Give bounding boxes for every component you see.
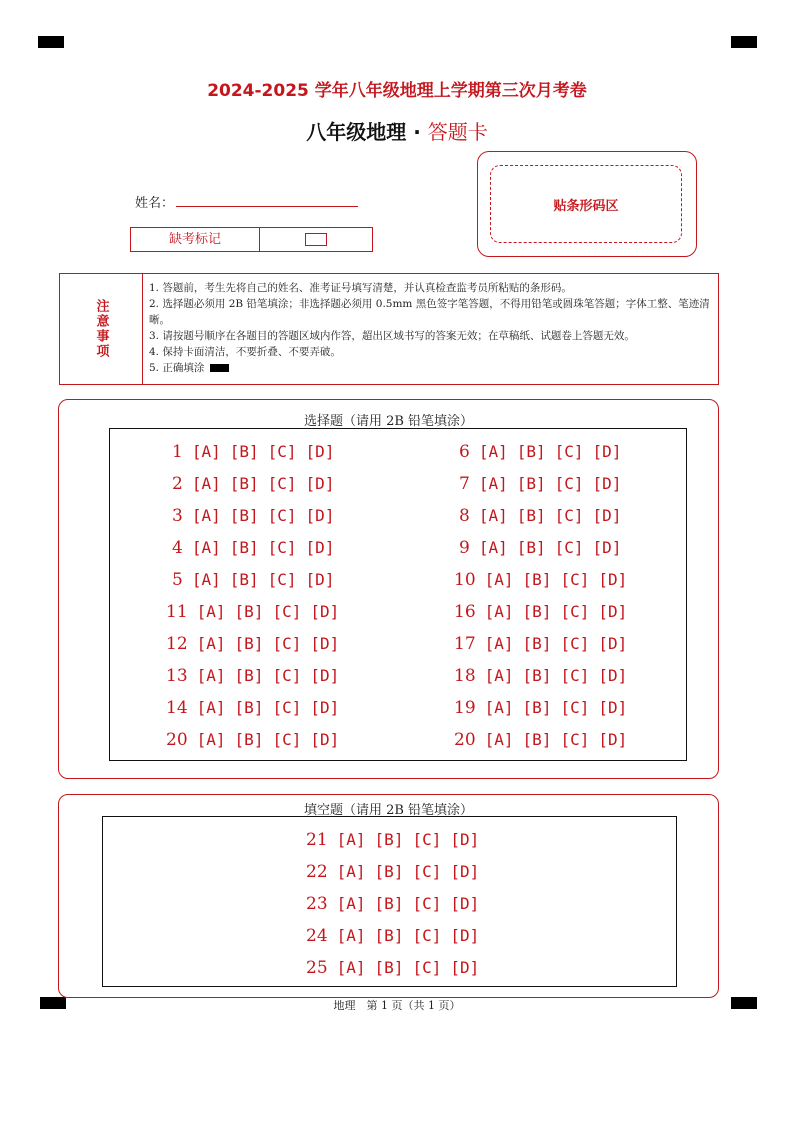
answer-bubble[interactable]: [C] xyxy=(554,442,584,461)
answer-bubble[interactable]: [C] xyxy=(560,698,590,717)
registration-mark-top-left xyxy=(38,36,64,48)
answer-bubble[interactable]: [C] xyxy=(554,506,584,525)
question-row xyxy=(172,442,334,462)
answer-bubble[interactable]: [B] xyxy=(516,442,546,461)
answer-bubble[interactable]: [C] xyxy=(267,538,297,557)
answer-bubble[interactable]: [A] xyxy=(484,602,514,621)
answer-bubble[interactable]: [D] xyxy=(305,570,335,589)
notice-side-label: 注意事项 xyxy=(93,299,109,359)
question-row xyxy=(166,602,339,622)
answer-bubble[interactable]: [A] xyxy=(478,538,508,557)
answer-bubble[interactable]: [A] xyxy=(191,474,221,493)
answer-bubble[interactable]: [D] xyxy=(592,474,622,493)
answer-bubble[interactable]: [D] xyxy=(450,830,480,849)
question-row xyxy=(166,698,339,718)
answer-bubble[interactable]: [C] xyxy=(560,666,590,685)
answer-bubble[interactable]: [D] xyxy=(598,666,628,685)
answer-bubble[interactable]: [A] xyxy=(196,602,226,621)
answer-bubble[interactable]: [A] xyxy=(196,634,226,653)
answer-bubble[interactable]: [C] xyxy=(267,474,297,493)
question-number: 3 xyxy=(172,506,183,526)
answer-bubble[interactable]: [D] xyxy=(450,862,480,881)
answer-bubble[interactable]: [B] xyxy=(374,894,404,913)
question-row xyxy=(172,474,334,494)
answer-bubble[interactable]: [B] xyxy=(374,926,404,945)
answer-bubble[interactable]: [A] xyxy=(191,538,221,557)
answer-bubble[interactable]: [A] xyxy=(191,506,221,525)
answer-bubble[interactable]: [B] xyxy=(229,538,259,557)
answer-bubble[interactable]: [D] xyxy=(592,506,622,525)
answer-bubble[interactable]: [D] xyxy=(450,894,480,913)
question-row xyxy=(454,570,627,590)
answer-bubble[interactable]: [B] xyxy=(516,506,546,525)
answer-bubble[interactable]: [B] xyxy=(234,698,264,717)
answer-bubble[interactable]: [B] xyxy=(229,442,259,461)
question-row xyxy=(172,506,334,526)
answer-bubble[interactable]: [B] xyxy=(522,666,552,685)
answer-bubble[interactable]: [C] xyxy=(272,730,302,749)
answer-bubble[interactable]: [A] xyxy=(196,730,226,749)
name-field[interactable] xyxy=(176,206,358,207)
page-title: 2024-2025 学年八年级地理上学期第三次月考卷 xyxy=(207,81,587,101)
answer-bubble[interactable]: [C] xyxy=(272,602,302,621)
page-subtitle xyxy=(0,116,794,145)
question-number: 18 xyxy=(454,666,476,686)
answer-bubble[interactable]: [C] xyxy=(272,698,302,717)
question-number: 6 xyxy=(459,442,470,462)
notice-item: 4. 保持卡面清洁，不要折叠、不要弄破。 xyxy=(149,346,341,358)
subtitle-subject: 八年级地理 · xyxy=(306,120,428,144)
registration-mark-top-right xyxy=(731,36,757,48)
answer-bubble[interactable]: [D] xyxy=(598,602,628,621)
answer-bubble[interactable]: [D] xyxy=(598,730,628,749)
question-number: 23 xyxy=(306,894,328,914)
choice-section-title: 选择题（请用 2B 铅笔填涂） xyxy=(303,414,474,429)
question-number: 5 xyxy=(172,570,183,590)
answer-bubble[interactable]: [A] xyxy=(191,570,221,589)
question-number: 13 xyxy=(166,666,188,686)
answer-bubble[interactable]: [D] xyxy=(598,570,628,589)
answer-bubble[interactable]: [A] xyxy=(484,634,514,653)
question-number: 4 xyxy=(172,538,183,558)
answer-bubble[interactable]: [D] xyxy=(305,506,335,525)
notice-item: 3. 请按题号顺序在各题目的答题区域内作答，超出区域书写的答案无效；在草稿纸、试题卷上答题无效。 xyxy=(149,330,635,342)
filled-bubble-sample xyxy=(210,364,229,372)
question-number: 11 xyxy=(166,602,188,622)
question-row xyxy=(459,538,621,558)
question-row xyxy=(306,894,479,914)
question-row xyxy=(166,730,339,750)
answer-bubble[interactable]: [C] xyxy=(560,730,590,749)
answer-bubble[interactable]: [D] xyxy=(598,634,628,653)
answer-bubble[interactable]: [D] xyxy=(598,698,628,717)
question-number: 17 xyxy=(454,634,476,654)
answer-bubble[interactable]: [D] xyxy=(310,634,340,653)
answer-bubble[interactable]: [C] xyxy=(272,666,302,685)
answer-bubble[interactable]: [A] xyxy=(336,830,366,849)
answer-bubble[interactable]: [A] xyxy=(484,698,514,717)
answer-bubble[interactable]: [A] xyxy=(478,474,508,493)
question-number: 19 xyxy=(454,698,476,718)
question-number: 9 xyxy=(459,538,470,558)
answer-bubble[interactable]: [B] xyxy=(234,730,264,749)
answer-bubble[interactable]: [B] xyxy=(522,602,552,621)
name-label: 姓名： xyxy=(135,196,175,211)
answer-bubble[interactable]: [B] xyxy=(374,862,404,881)
question-row xyxy=(306,862,479,882)
answer-bubble[interactable]: [A] xyxy=(478,506,508,525)
question-number: 12 xyxy=(166,634,188,654)
absent-mark-label: 缺考标记 xyxy=(131,228,260,251)
answer-bubble[interactable]: [B] xyxy=(522,698,552,717)
notice-item: 5. 正确填涂 xyxy=(149,362,205,374)
answer-bubble[interactable]: [A] xyxy=(336,862,366,881)
answer-bubble[interactable]: [D] xyxy=(310,698,340,717)
answer-bubble[interactable]: [C] xyxy=(554,474,584,493)
question-row xyxy=(459,506,621,526)
question-row xyxy=(459,442,621,462)
question-number: 10 xyxy=(454,570,476,590)
answer-bubble[interactable]: [B] xyxy=(374,830,404,849)
answer-bubble[interactable]: [D] xyxy=(310,602,340,621)
answer-bubble[interactable]: [C] xyxy=(560,570,590,589)
answer-bubble[interactable]: [C] xyxy=(412,862,442,881)
question-number: 20 xyxy=(166,730,188,750)
question-row xyxy=(454,666,627,686)
question-number: 16 xyxy=(454,602,476,622)
answer-bubble[interactable]: [C] xyxy=(412,894,442,913)
answer-bubble[interactable]: [D] xyxy=(305,538,335,557)
answer-bubble[interactable]: [A] xyxy=(196,698,226,717)
answer-bubble[interactable]: [B] xyxy=(516,474,546,493)
answer-bubble[interactable]: [C] xyxy=(272,634,302,653)
answer-bubble[interactable]: [B] xyxy=(522,634,552,653)
answer-bubble[interactable]: [C] xyxy=(560,602,590,621)
question-number: 20 xyxy=(454,730,476,750)
notice-box xyxy=(59,273,719,385)
question-row xyxy=(454,602,627,622)
answer-bubble[interactable]: [A] xyxy=(191,442,221,461)
answer-bubble[interactable]: [D] xyxy=(592,538,622,557)
answer-bubble[interactable]: [B] xyxy=(234,602,264,621)
answer-bubble[interactable]: [D] xyxy=(592,442,622,461)
question-row xyxy=(454,730,627,750)
answer-bubble[interactable]: [A] xyxy=(484,570,514,589)
answer-bubble[interactable]: [C] xyxy=(412,958,442,977)
question-number: 7 xyxy=(459,474,470,494)
subtitle-card-label: 答题卡 xyxy=(427,120,488,144)
answer-bubble[interactable]: [A] xyxy=(336,894,366,913)
answer-bubble[interactable]: [B] xyxy=(374,958,404,977)
answer-bubble[interactable]: [D] xyxy=(450,958,480,977)
answer-bubble[interactable]: [C] xyxy=(554,538,584,557)
answer-bubble[interactable]: [B] xyxy=(229,474,259,493)
answer-bubble[interactable]: [D] xyxy=(305,474,335,493)
question-row xyxy=(172,570,334,590)
answer-bubble[interactable]: [B] xyxy=(229,506,259,525)
question-row xyxy=(166,666,339,686)
page-footer: 地理 第 1 页（共 1 页） xyxy=(333,999,461,1012)
absent-mark-checkbox[interactable] xyxy=(305,233,327,246)
answer-bubble[interactable]: [C] xyxy=(412,926,442,945)
question-row xyxy=(172,538,334,558)
question-row xyxy=(166,634,339,654)
answer-bubble[interactable]: [A] xyxy=(478,442,508,461)
notice-item: 2. 选择题必须用 2B 铅笔填涂；非选择题必须用 0.5mm 黑色签字笔答题，不得用铅笔或圆珠笔答题；字体工整、笔迹清晰。 xyxy=(149,298,710,326)
answer-bubble[interactable]: [C] xyxy=(267,570,297,589)
barcode-area: 贴条形码区 xyxy=(490,165,682,243)
answer-bubble[interactable]: [C] xyxy=(267,506,297,525)
absent-mark-cell xyxy=(260,228,372,251)
answer-bubble[interactable]: [D] xyxy=(305,442,335,461)
answer-bubble[interactable]: [B] xyxy=(234,634,264,653)
fill-section-title: 填空题（请用 2B 铅笔填涂） xyxy=(303,803,474,818)
question-number: 2 xyxy=(172,474,183,494)
notice-item-fill-example xyxy=(149,360,712,376)
notice-items xyxy=(143,274,718,384)
answer-bubble[interactable]: [A] xyxy=(484,730,514,749)
answer-bubble[interactable]: [B] xyxy=(229,570,259,589)
answer-bubble[interactable]: [B] xyxy=(522,730,552,749)
answer-bubble[interactable]: [D] xyxy=(450,926,480,945)
answer-bubble[interactable]: [B] xyxy=(516,538,546,557)
question-row xyxy=(306,926,479,946)
question-number: 8 xyxy=(459,506,470,526)
answer-bubble[interactable]: [A] xyxy=(484,666,514,685)
answer-bubble[interactable]: [A] xyxy=(196,666,226,685)
question-row xyxy=(459,474,621,494)
notice-side xyxy=(60,274,143,384)
question-number: 1 xyxy=(172,442,183,462)
answer-bubble[interactable]: [A] xyxy=(336,926,366,945)
question-number: 22 xyxy=(306,862,328,882)
absent-mark-row xyxy=(130,227,373,252)
answer-bubble[interactable]: [A] xyxy=(336,958,366,977)
question-row xyxy=(306,958,479,978)
question-number: 21 xyxy=(306,830,328,850)
question-row xyxy=(306,830,479,850)
answer-bubble[interactable]: [C] xyxy=(267,442,297,461)
answer-bubble[interactable]: [B] xyxy=(234,666,264,685)
question-number: 14 xyxy=(166,698,188,718)
answer-bubble[interactable]: [B] xyxy=(522,570,552,589)
question-row xyxy=(454,698,627,718)
answer-bubble[interactable]: [C] xyxy=(560,634,590,653)
notice-item: 1. 答题前，考生先将自己的姓名、准考证号填写清楚，并认真检查监考员所粘贴的条形码。 xyxy=(149,282,572,294)
answer-bubble[interactable]: [D] xyxy=(310,730,340,749)
answer-bubble[interactable]: [D] xyxy=(310,666,340,685)
answer-bubble[interactable]: [C] xyxy=(412,830,442,849)
question-number: 24 xyxy=(306,926,328,946)
question-number: 25 xyxy=(306,958,328,978)
question-row xyxy=(454,634,627,654)
